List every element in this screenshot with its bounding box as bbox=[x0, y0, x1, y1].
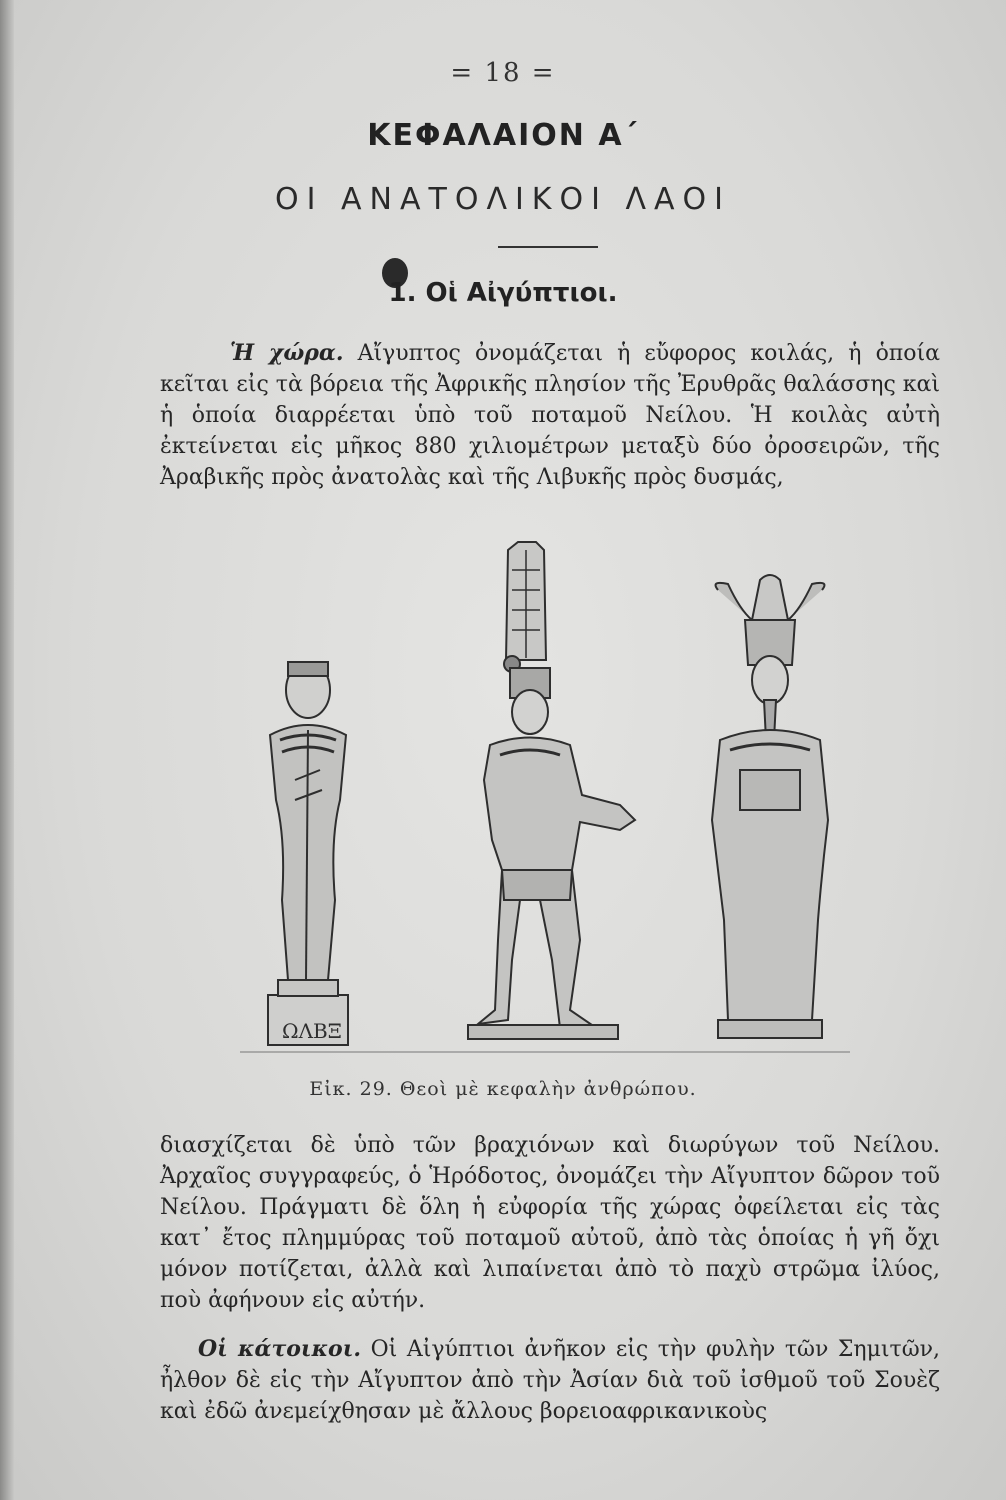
paragraph-text: Οἱ Αἰγύπτιοι ἀνῆκον εἰς τὴν φυλὴν τῶν Σημιτῶν, ἦλθον δὲ εἰς τὴν Αἴγυπτον ἀπὸ τὴν Ἀσίαν διὰ τοῦ ἰσθμοῦ τοῦ Σουὲζ καὶ ἐδῶ ἀνεμείχθησαν μὲ ἄλλους βορειοαφρικανικοὺς bbox=[160, 1337, 941, 1424]
statue-left bbox=[268, 662, 348, 1045]
paragraph-text: Αἴγυπτος ὀνομάζεται ἡ εὔφορος κοιλάς, ἡ ὁποία κεῖται εἰς τὰ βόρεια τῆς Ἀφρικῆς πλησίον τῆς Ἐρυθρᾶς θαλάσσης καὶ ἡ ὁποία διαρρέεται ὑπὸ τοῦ ποταμοῦ Νείλου. Ἡ κοιλὰς αὐτὴ ἐκτείνεται εἰς μῆκος 880 χιλιομέτρων μεταξὺ δύο ὀροσειρῶν, τῆς Ἀραβικῆς πρὸς ἀνατολὰς καὶ τῆς Λιβυκῆς πρὸς δυσμάς, bbox=[160, 341, 940, 490]
paragraph-lead: Ἡ χώρα. bbox=[230, 340, 344, 366]
paragraph-inhabitants bbox=[160, 1334, 940, 1427]
page-edge bbox=[0, 0, 14, 1500]
statue-right bbox=[712, 575, 828, 1038]
paragraph-country bbox=[160, 338, 940, 493]
page-number: = 18 = bbox=[450, 58, 556, 88]
statue-middle bbox=[468, 542, 635, 1039]
paragraph-nile: διασχίζεται δὲ ὑπὸ τῶν βραχιόνων καὶ διωρύγων τοῦ Νείλου. Ἀρχαῖος συγγραφεύς, ὁ Ἡρόδοτος, ὀνομάζει τὴν Αἴγυπτον δῶρον τοῦ Νείλου. Πράγματι δὲ ὅλη ἡ εὐφορία τῆς χώρας ὀφείλεται εἰς τὰς κατ᾽ ἔτος πλημμύρας τοῦ ποταμοῦ αὐτοῦ, ἀπὸ τὰς ὁποίας ἡ γῆ ὄχι μόνον ποτίζεται, ἀλλὰ καὶ λιπαίνεται ἀπὸ τὸ παχὺ στρῶμα ἰλύος, ποὺ ἀφήνουν εἰς αὐτήν. bbox=[160, 1133, 940, 1313]
section-title: ΟΙ ΑΝΑΤΟΛΙΚΟΙ ΛΑΟΙ bbox=[275, 182, 731, 217]
subsection-title: 1. Οἱ Αἰγύπτιοι. bbox=[388, 278, 618, 308]
figure-illustration bbox=[240, 540, 850, 1070]
figure-caption: Εἰκ. 29. Θεοὶ μὲ κεφαλὴν ἀνθρώπου. bbox=[309, 1078, 697, 1100]
figure-egyptian-gods bbox=[240, 540, 850, 1070]
chapter-title: ΚΕΦΑΛΑΙΟΝ Α΄ bbox=[367, 118, 639, 153]
base-inscription: ΩΛΒΞ bbox=[282, 1019, 342, 1043]
paragraph-lead: Οἱ κάτοικοι. bbox=[198, 1336, 362, 1362]
title-divider bbox=[498, 246, 598, 248]
